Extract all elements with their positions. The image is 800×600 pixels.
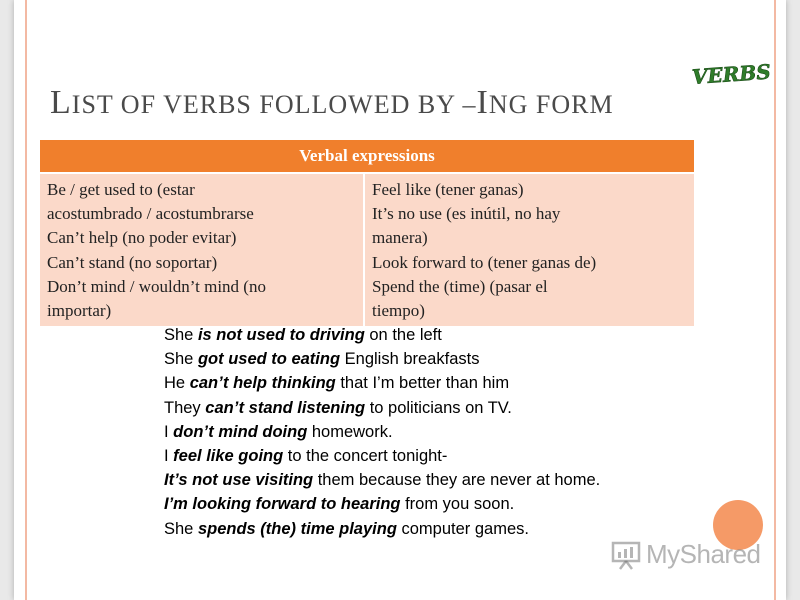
example-plain: English breakfasts <box>340 350 480 369</box>
example-line <box>164 517 600 541</box>
title-text-part1: IST OF VERBS FOLLOWED BY – <box>71 90 477 119</box>
verbal-expressions-table <box>40 140 694 326</box>
right-line: manera) <box>372 228 428 248</box>
example-emphasis: I’m looking forward to hearing <box>164 495 401 514</box>
title-initial-l: L <box>50 84 72 121</box>
right-rule <box>774 0 776 600</box>
example-emphasis: got used to eating <box>197 350 341 369</box>
title-text-part2: NG FORM <box>488 90 614 119</box>
table-cell-left <box>40 174 365 326</box>
example-sentences <box>164 323 600 541</box>
right-line: It’s no use (es inútil, no hay <box>372 204 561 224</box>
example-line <box>164 371 600 395</box>
example-plain: I <box>164 447 174 466</box>
title-initial-i: I <box>476 84 489 121</box>
example-emphasis: can’t help thinking <box>189 374 336 393</box>
example-line <box>164 420 600 444</box>
table-header: Verbal expressions <box>40 140 694 172</box>
watermark[interactable] <box>608 535 770 575</box>
example-emphasis: is not used to driving <box>197 326 365 344</box>
example-plain: She <box>164 519 198 538</box>
example-plain: He <box>164 374 190 393</box>
watermark-text: MyShared <box>646 539 761 569</box>
verbs-logo-icon <box>688 58 772 92</box>
example-plain: She <box>164 350 198 369</box>
right-line: tiempo) <box>372 301 425 321</box>
table-cell-right <box>365 174 694 326</box>
example-line <box>164 323 600 347</box>
example-plain: to the concert tonight- <box>283 447 448 466</box>
left-line: Can’t help (no poder evitar) <box>47 228 237 248</box>
example-emphasis: spends (the) time playing <box>197 519 397 538</box>
left-line: acostumbrado / acostumbrarse <box>47 204 254 224</box>
example-line <box>164 396 600 420</box>
example-plain: She <box>164 326 198 344</box>
example-plain: I <box>164 422 174 441</box>
example-emphasis: can’t stand listening <box>205 398 366 417</box>
example-plain: They <box>164 398 206 417</box>
right-line: Feel like (tener ganas) <box>372 180 524 199</box>
example-plain: from you soon. <box>400 495 515 514</box>
example-plain: that I’m better than him <box>335 374 510 393</box>
example-line <box>164 347 600 371</box>
example-line <box>164 492 600 516</box>
example-emphasis: It’s not use visiting <box>164 471 314 490</box>
left-line: Don’t mind / wouldn’t mind (no <box>47 276 266 296</box>
example-line <box>164 444 600 468</box>
example-plain: on the left <box>364 326 442 344</box>
presentation-icon <box>610 539 642 571</box>
table-body <box>40 172 694 326</box>
left-line: Can’t stand (no soportar) <box>47 252 218 272</box>
example-plain: them because they are never at home. <box>313 471 601 490</box>
page-title <box>50 84 614 122</box>
example-emphasis: feel like going <box>173 447 284 466</box>
example-plain: to politicians on TV. <box>365 398 512 417</box>
example-line <box>164 468 600 492</box>
left-rule <box>25 0 27 600</box>
example-emphasis: don’t mind doing <box>173 422 308 441</box>
example-plain: computer games. <box>396 519 529 538</box>
right-line: Look forward to (tener ganas de) <box>372 252 597 272</box>
logo-text: VERBS <box>691 59 772 89</box>
left-line: Be / get used to (estar <box>47 180 195 199</box>
right-line: Spend the (time) (pasar el <box>372 276 548 296</box>
example-plain: homework. <box>307 422 393 441</box>
left-line: importar) <box>47 301 112 321</box>
